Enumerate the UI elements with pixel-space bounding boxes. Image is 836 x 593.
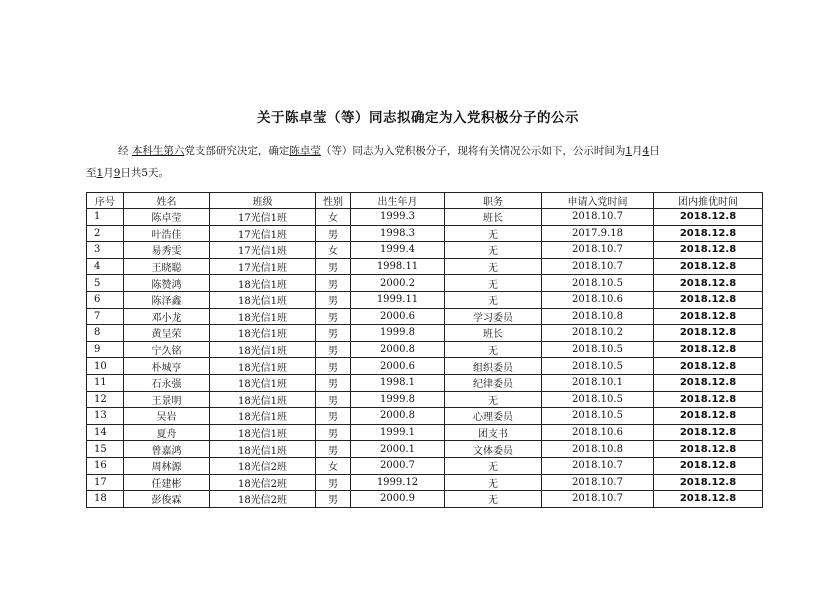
cell-position: 无 (445, 391, 542, 408)
table-row (87, 358, 763, 375)
table-row (87, 424, 763, 441)
cell-position: 无 (445, 457, 542, 474)
cell-seq: 13 (87, 408, 124, 425)
cell-birth: 2000.8 (351, 408, 445, 425)
cell-recommend-date: 2018.12.8 (654, 491, 763, 508)
cell-class: 17光信1班 (210, 258, 316, 275)
cell-seq: 15 (87, 441, 124, 458)
cell-position: 心理委员 (445, 408, 542, 425)
cell-name: 周林源 (124, 457, 210, 474)
table-row (87, 408, 763, 425)
table-row (87, 325, 763, 342)
cell-class: 17光信1班 (210, 242, 316, 259)
cell-apply-date: 2018.10.7 (542, 457, 654, 474)
cell-name: 黄呈荣 (124, 325, 210, 342)
cell-seq: 16 (87, 457, 124, 474)
cell-seq: 18 (87, 491, 124, 508)
cell-class: 18光信1班 (210, 358, 316, 375)
cell-position: 团支书 (445, 424, 542, 441)
table-row (87, 374, 763, 391)
start-day: 4 (642, 145, 650, 157)
cell-recommend-date: 2018.12.8 (654, 441, 763, 458)
cell-seq: 10 (87, 358, 124, 375)
cell-apply-date: 2018.10.7 (542, 209, 654, 226)
cell-gender: 男 (316, 225, 351, 242)
cell-apply-date: 2018.10.8 (542, 441, 654, 458)
intro-text: 党支部研究决定，确定 (184, 145, 290, 157)
cell-position: 纪律委员 (445, 374, 542, 391)
cell-birth: 1999.8 (351, 391, 445, 408)
cell-class: 18光信1班 (210, 391, 316, 408)
header-seq: 序号 (87, 193, 124, 209)
cell-seq: 8 (87, 325, 124, 342)
cell-gender: 男 (316, 408, 351, 425)
intro-text: 日 (649, 145, 660, 157)
cell-recommend-date: 2018.12.8 (654, 457, 763, 474)
cell-birth: 1999.3 (351, 209, 445, 226)
cell-seq: 11 (87, 374, 124, 391)
cell-gender: 男 (316, 491, 351, 508)
cell-seq: 5 (87, 275, 124, 292)
cell-recommend-date: 2018.12.8 (654, 275, 763, 292)
cell-birth: 2000.1 (351, 441, 445, 458)
table-row (87, 242, 763, 259)
cell-name: 王晓聪 (124, 258, 210, 275)
cell-apply-date: 2018.10.7 (542, 258, 654, 275)
cell-position: 班长 (445, 209, 542, 226)
intro-text: 月 (632, 145, 643, 157)
cell-apply-date: 2017.9.18 (542, 225, 654, 242)
cell-name: 陈泽鑫 (124, 291, 210, 308)
cell-apply-date: 2018.10.7 (542, 242, 654, 259)
intro-paragraph (86, 144, 766, 158)
cell-name: 易秀雯 (124, 242, 210, 259)
cell-recommend-date: 2018.12.8 (654, 308, 763, 325)
table-row (87, 391, 763, 408)
cell-birth: 2000.2 (351, 275, 445, 292)
cell-position: 班长 (445, 325, 542, 342)
cell-birth: 2000.6 (351, 308, 445, 325)
cell-name: 吴岩 (124, 408, 210, 425)
cell-position: 无 (445, 491, 542, 508)
intro-text: 月 (103, 167, 114, 179)
cell-birth: 1999.4 (351, 242, 445, 259)
cell-gender: 男 (316, 325, 351, 342)
cell-recommend-date: 2018.12.8 (654, 291, 763, 308)
cell-class: 18光信1班 (210, 325, 316, 342)
cell-name: 陈卓莹 (124, 209, 210, 226)
cell-birth: 1998.1 (351, 374, 445, 391)
cell-class: 17光信1班 (210, 209, 316, 226)
cell-gender: 男 (316, 341, 351, 358)
cell-class: 18光信1班 (210, 374, 316, 391)
cell-name: 邓小龙 (124, 308, 210, 325)
cell-class: 18光信1班 (210, 408, 316, 425)
cell-apply-date: 2018.10.6 (542, 424, 654, 441)
intro-text: 日共5天。 (120, 167, 170, 179)
cell-recommend-date: 2018.12.8 (654, 374, 763, 391)
cell-apply-date: 2018.10.7 (542, 491, 654, 508)
lead-candidate-name: 陈卓莹 (289, 145, 321, 157)
cell-class: 18光信1班 (210, 424, 316, 441)
cell-apply-date: 2018.10.1 (542, 374, 654, 391)
intro-text: 经 (118, 145, 129, 157)
cell-birth: 2000.8 (351, 341, 445, 358)
table-row (87, 457, 763, 474)
cell-seq: 4 (87, 258, 124, 275)
header-class: 班级 (210, 193, 316, 209)
cell-gender: 男 (316, 441, 351, 458)
header-recommend-date: 团内推优时间 (654, 193, 763, 209)
cell-gender: 男 (316, 308, 351, 325)
cell-seq: 1 (87, 209, 124, 226)
cell-recommend-date: 2018.12.8 (654, 242, 763, 259)
header-position: 职务 (445, 193, 542, 209)
header-apply-date: 申请入党时间 (542, 193, 654, 209)
table-row (87, 341, 763, 358)
cell-class: 17光信1班 (210, 225, 316, 242)
end-day: 9 (113, 167, 121, 179)
cell-position: 组织委员 (445, 358, 542, 375)
cell-name: 石永强 (124, 374, 210, 391)
end-month: 1 (96, 167, 104, 179)
cell-position: 无 (445, 225, 542, 242)
cell-seq: 7 (87, 308, 124, 325)
cell-recommend-date: 2018.12.8 (654, 225, 763, 242)
cell-seq: 2 (87, 225, 124, 242)
cell-recommend-date: 2018.12.8 (654, 358, 763, 375)
cell-gender: 男 (316, 258, 351, 275)
table-row (87, 308, 763, 325)
cell-birth: 1998.3 (351, 225, 445, 242)
table-row (87, 258, 763, 275)
cell-name: 陈赞鸿 (124, 275, 210, 292)
cell-apply-date: 2018.10.5 (542, 408, 654, 425)
cell-birth: 1999.11 (351, 291, 445, 308)
cell-birth: 2000.9 (351, 491, 445, 508)
cell-birth: 1999.8 (351, 325, 445, 342)
table-row (87, 225, 763, 242)
cell-position: 无 (445, 275, 542, 292)
start-month: 1 (625, 145, 633, 157)
branch-name: 本科生第六 (131, 145, 185, 157)
table-row (87, 441, 763, 458)
cell-gender: 男 (316, 374, 351, 391)
cell-recommend-date: 2018.12.8 (654, 408, 763, 425)
cell-apply-date: 2018.10.7 (542, 474, 654, 491)
cell-position: 无 (445, 474, 542, 491)
table-header-row (87, 193, 763, 209)
cell-name: 彭俊霖 (124, 491, 210, 508)
header-birth: 出生年月 (351, 193, 445, 209)
cell-class: 18光信1班 (210, 308, 316, 325)
cell-birth: 2000.6 (351, 358, 445, 375)
cell-birth: 1999.1 (351, 424, 445, 441)
cell-class: 18光信2班 (210, 457, 316, 474)
cell-name: 朴城亨 (124, 358, 210, 375)
cell-recommend-date: 2018.12.8 (654, 258, 763, 275)
document-title: 关于陈卓莹（等）同志拟确定为入党积极分子的公示 (257, 110, 579, 126)
cell-recommend-date: 2018.12.8 (654, 341, 763, 358)
cell-name: 曾嘉鸿 (124, 441, 210, 458)
cell-apply-date: 2018.10.5 (542, 275, 654, 292)
cell-class: 18光信2班 (210, 474, 316, 491)
cell-gender: 男 (316, 424, 351, 441)
intro-text: 至 (86, 167, 97, 179)
cell-apply-date: 2018.10.5 (542, 391, 654, 408)
cell-name: 叶浩佳 (124, 225, 210, 242)
cell-position: 学习委员 (445, 308, 542, 325)
cell-seq: 12 (87, 391, 124, 408)
cell-position: 无 (445, 242, 542, 259)
cell-gender: 男 (316, 291, 351, 308)
cell-name: 宁久铭 (124, 341, 210, 358)
cell-recommend-date: 2018.12.8 (654, 474, 763, 491)
intro-paragraph-continued (86, 166, 766, 180)
cell-name: 夏舟 (124, 424, 210, 441)
table-row (87, 291, 763, 308)
cell-class: 18光信1班 (210, 291, 316, 308)
cell-apply-date: 2018.10.2 (542, 325, 654, 342)
cell-position: 无 (445, 258, 542, 275)
cell-apply-date: 2018.10.5 (542, 341, 654, 358)
header-name: 姓名 (124, 193, 210, 209)
cell-apply-date: 2018.10.8 (542, 308, 654, 325)
cell-gender: 女 (316, 209, 351, 226)
cell-gender: 男 (316, 474, 351, 491)
cell-class: 18光信1班 (210, 341, 316, 358)
cell-position: 无 (445, 291, 542, 308)
cell-gender: 男 (316, 391, 351, 408)
cell-birth: 1999.12 (351, 474, 445, 491)
cell-position: 文体委员 (445, 441, 542, 458)
cell-class: 18光信2班 (210, 491, 316, 508)
table-row (87, 209, 763, 226)
cell-apply-date: 2018.10.6 (542, 291, 654, 308)
candidates-table (86, 192, 763, 508)
table-row (87, 275, 763, 292)
cell-gender: 男 (316, 275, 351, 292)
cell-recommend-date: 2018.12.8 (654, 209, 763, 226)
cell-name: 王景明 (124, 391, 210, 408)
cell-position: 无 (445, 341, 542, 358)
cell-gender: 女 (316, 457, 351, 474)
cell-seq: 6 (87, 291, 124, 308)
cell-recommend-date: 2018.12.8 (654, 325, 763, 342)
table-row (87, 491, 763, 508)
cell-name: 任建彬 (124, 474, 210, 491)
cell-seq: 9 (87, 341, 124, 358)
cell-gender: 女 (316, 242, 351, 259)
cell-seq: 3 (87, 242, 124, 259)
cell-gender: 男 (316, 358, 351, 375)
cell-birth: 1998.11 (351, 258, 445, 275)
cell-seq: 14 (87, 424, 124, 441)
cell-class: 18光信1班 (210, 441, 316, 458)
cell-seq: 17 (87, 474, 124, 491)
intro-text: （等）同志为入党积极分子，现将有关情况公示如下，公示时间为 (320, 145, 626, 157)
cell-recommend-date: 2018.12.8 (654, 424, 763, 441)
cell-apply-date: 2018.10.5 (542, 358, 654, 375)
table-row (87, 474, 763, 491)
cell-birth: 2000.7 (351, 457, 445, 474)
cell-recommend-date: 2018.12.8 (654, 391, 763, 408)
header-gender: 性别 (316, 193, 351, 209)
cell-class: 18光信1班 (210, 275, 316, 292)
